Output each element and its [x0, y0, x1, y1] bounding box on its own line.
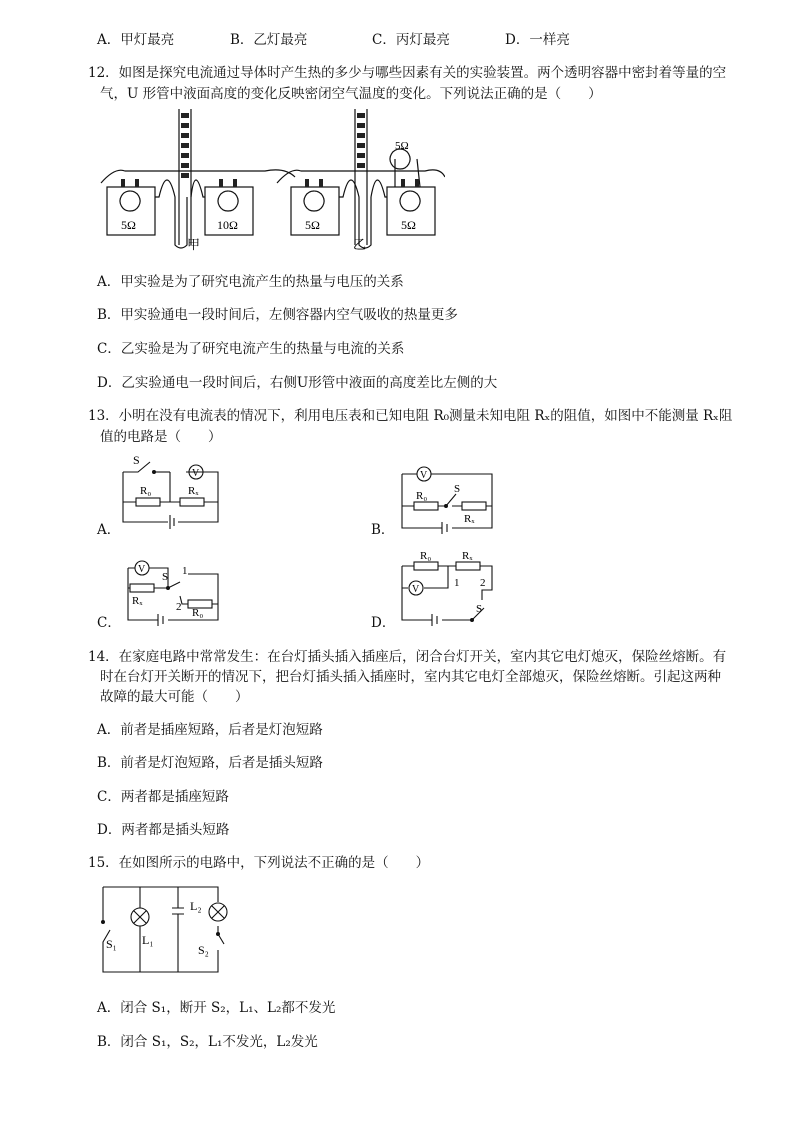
q13c-terminal-2: 2	[176, 601, 182, 613]
q14-option-c[interactable]: C．两者都是插座短路	[97, 789, 229, 805]
q12-left-caption: 甲	[187, 237, 201, 252]
q13-circuit-b	[392, 462, 502, 537]
q15-s2-label: S₂	[198, 943, 209, 957]
q11-option-b[interactable]: B．乙灯最亮	[230, 32, 308, 48]
q13d-switch-label: S	[476, 603, 483, 615]
q13-stem-line2: 值的电路是（ ）	[100, 429, 222, 445]
q12-option-b[interactable]: B．甲实验通电一段时间后，左侧容器内空气吸收的热量更多	[97, 307, 458, 323]
q13d-rx-label: Rₓ	[462, 550, 473, 562]
q13a-switch-label: S	[133, 453, 140, 467]
q13-option-a[interactable]: A．	[97, 522, 121, 538]
q13d-r0-label: R₀	[420, 550, 432, 562]
q13c-rx-label: Rₓ	[132, 595, 143, 607]
q11-option-c[interactable]: C．丙灯最亮	[372, 32, 450, 48]
q13b-r0-label: R₀	[416, 490, 428, 502]
q12-option-a[interactable]: A．甲实验是为了研究电流产生的热量与电压的关系	[97, 274, 404, 290]
q13-circuit-c	[118, 554, 228, 629]
q12-option-c[interactable]: C．乙实验是为了研究电流产生的热量与电流的关系	[97, 341, 405, 357]
q13-option-b[interactable]: B．	[371, 522, 395, 538]
q14-option-a[interactable]: A．前者是插座短路，后者是灯泡短路	[97, 722, 323, 738]
q15-option-a[interactable]: A．闭合 S₁，断开 S₂，L₁、L₂都不发光	[97, 1000, 336, 1016]
q12-right-r2-label: 5Ω	[401, 218, 416, 232]
q15-l1-label: L₁	[142, 933, 154, 947]
q12-left-r2-label: 10Ω	[217, 218, 238, 232]
q13b-switch-label: S	[454, 483, 461, 495]
q15-figure	[98, 882, 238, 977]
q13-option-c[interactable]: C．	[97, 615, 121, 631]
q13c-r0-label: R₀	[192, 607, 204, 619]
q13-circuit-d	[392, 546, 502, 626]
q12-right-r1-label: 5Ω	[305, 218, 320, 232]
q12-figure	[95, 105, 445, 255]
q13a-r0-label: R₀	[140, 485, 152, 497]
q14-stem-line3: 故障的最大可能（ ）	[100, 689, 249, 705]
q13a-voltmeter-label: V	[192, 468, 200, 479]
q11-option-a[interactable]: A．甲灯最亮	[97, 32, 175, 48]
q13-option-d[interactable]: D．	[371, 615, 396, 631]
q14-stem-line1: 14．在家庭电路中常常发生：在台灯插头插入插座后，闭合台灯开关，室内其它电灯熄灭，保险丝熔断。有	[88, 649, 727, 665]
q12-option-d[interactable]: D．乙实验通电一段时间后，右侧U形管中液面的高度差比左侧的大	[97, 375, 498, 391]
q13a-rx-label: Rₓ	[188, 485, 199, 497]
q13c-voltmeter-label: V	[138, 564, 146, 575]
q13c-terminal-1: 1	[182, 565, 188, 577]
q13d-terminal-2: 2	[480, 577, 486, 589]
q12-stem-line1: 12．如图是探究电流通过导体时产生热的多少与哪些因素有关的实验装置。两个透明容器中密封着等量的空	[88, 65, 727, 81]
q13c-switch-label: S	[162, 571, 169, 583]
q15-option-b[interactable]: B．闭合 S₁，S₂，L₁不发光，L₂发光	[97, 1034, 318, 1050]
q14-option-b[interactable]: B．前者是灯泡短路，后者是插头短路	[97, 755, 323, 771]
q15-l2-label: L₂	[190, 899, 202, 913]
q12-right-r3-label: 5Ω	[395, 140, 409, 152]
q12-stem-line2: 气，U 形管中液面高度的变化反映密闭空气温度的变化。下列说法正确的是（ ）	[100, 86, 602, 102]
q13b-rx-label: Rₓ	[464, 513, 475, 525]
q12-left-r1-label: 5Ω	[121, 218, 136, 232]
q15-s1-label: S₁	[106, 937, 117, 951]
q13-stem-line1: 13．小明在没有电流表的情况下，利用电压表和已知电阻 R₀测量未知电阻 Rₓ的阻值，如图中不能测量 Rₓ阻	[88, 408, 733, 424]
q14-option-d[interactable]: D．两者都是插头短路	[97, 822, 230, 838]
q13-circuit-a	[118, 452, 228, 532]
q13d-terminal-1: 1	[454, 577, 460, 589]
q12-right-caption: 乙	[353, 237, 367, 252]
q13b-voltmeter-label: V	[420, 470, 428, 481]
q14-stem-line2: 时在台灯开关断开的情况下，把台灯插头插入插座时，室内其它电灯全部熄灭，保险丝熔断。引起这两种	[100, 669, 721, 685]
q15-stem: 15．在如图所示的电路中，下列说法不正确的是（ ）	[88, 855, 430, 871]
q11-option-d[interactable]: D．一样亮	[505, 32, 570, 48]
q13d-voltmeter-label: V	[412, 584, 420, 595]
